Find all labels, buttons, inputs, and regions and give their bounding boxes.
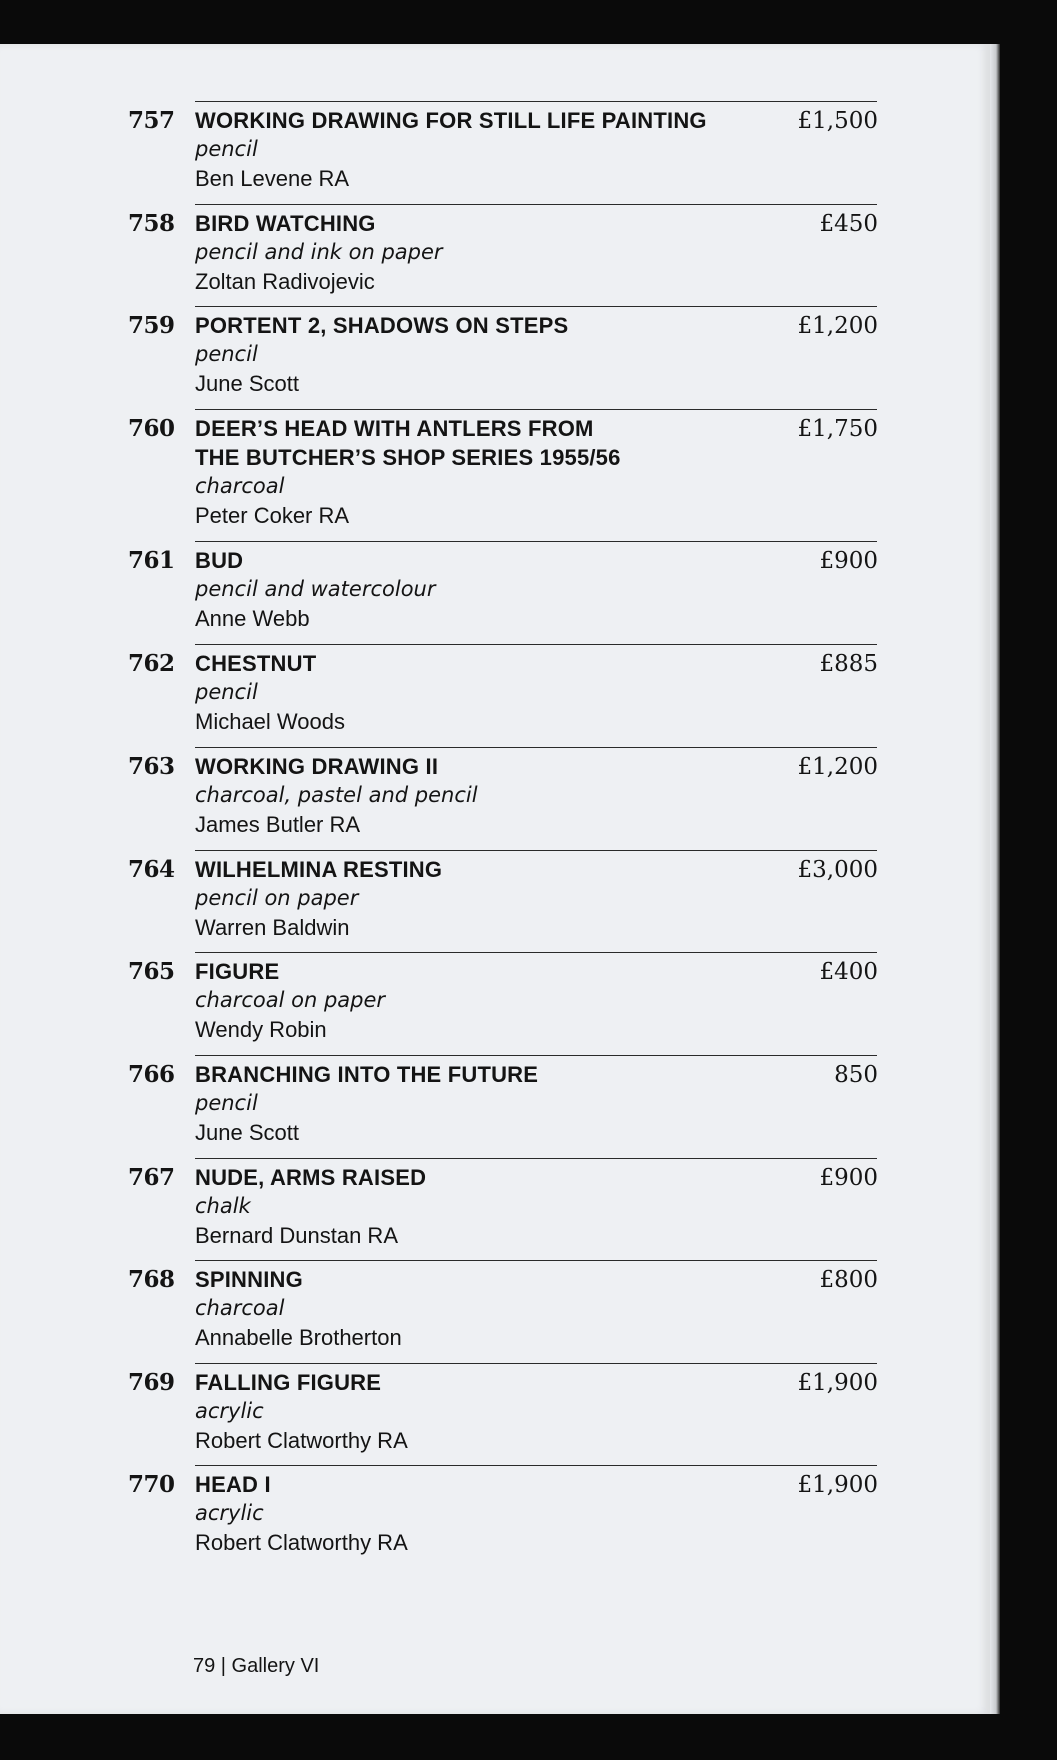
entry-number: 759: [128, 312, 175, 339]
entry-number: 760: [128, 415, 175, 442]
entry-number: 757: [128, 107, 175, 134]
entry-price: £1,200: [797, 754, 878, 780]
entry-medium: charcoal, pastel and pencil: [195, 783, 478, 807]
entry-divider: [195, 204, 877, 205]
entry-divider: [195, 541, 877, 542]
entry-number: 761: [128, 547, 175, 574]
entry-divider: [195, 952, 877, 953]
entry-artist: Anne Webb: [195, 606, 310, 631]
entry-divider: [195, 644, 877, 645]
entry-price: £3,000: [797, 857, 878, 883]
entry-title: WORKING DRAWING II: [195, 754, 439, 779]
entry-number: 769: [128, 1369, 175, 1396]
entry-artist: June Scott: [195, 371, 299, 396]
entry-number: 768: [128, 1266, 175, 1293]
entry-number: 770: [128, 1471, 175, 1498]
entry-price: £885: [819, 651, 878, 677]
entry-divider: [195, 306, 877, 307]
entry-title: BUD: [195, 548, 244, 573]
page-footer: 79 | Gallery VI: [193, 1655, 320, 1677]
entry-title: HEAD I: [195, 1472, 271, 1497]
entry-artist: Wendy Robin: [195, 1017, 327, 1042]
entry-medium: pencil on paper: [195, 886, 359, 910]
page-edge: [990, 44, 1000, 1714]
entry-divider: [195, 1465, 877, 1466]
entry-title: WORKING DRAWING FOR STILL LIFE PAINTING: [195, 108, 707, 133]
entry-divider: [195, 850, 877, 851]
entry-price: £400: [819, 959, 878, 985]
entry-divider: [195, 747, 877, 748]
entry-artist: Annabelle Brotherton: [195, 1325, 402, 1350]
entry-artist: Robert Clatworthy RA: [195, 1428, 408, 1453]
entry-title: DEER’S HEAD WITH ANTLERS FROM THE BUTCHER’S SHOP SERIES 1955/56: [195, 416, 621, 470]
entry-divider: [195, 1158, 877, 1159]
entry-number: 764: [128, 856, 175, 883]
entry-medium: charcoal: [195, 1296, 285, 1320]
entry-title: BIRD WATCHING: [195, 211, 376, 236]
entry-medium: pencil: [195, 1091, 258, 1115]
entry-divider: [195, 101, 877, 102]
entry-number: 763: [128, 753, 175, 780]
entry-price: £1,200: [797, 313, 878, 339]
entry-divider: [195, 1055, 877, 1056]
entry-medium: chalk: [195, 1194, 251, 1218]
entry-medium: acrylic: [195, 1501, 264, 1525]
entry-title: CHESTNUT: [195, 651, 317, 676]
entry-price: £800: [819, 1267, 878, 1293]
entry-medium: charcoal on paper: [195, 988, 386, 1012]
entry-medium: pencil: [195, 137, 258, 161]
entry-number: 765: [128, 958, 175, 985]
entry-title: PORTENT 2, SHADOWS ON STEPS: [195, 313, 569, 338]
entry-number: 758: [128, 210, 175, 237]
entry-price: £1,900: [797, 1472, 878, 1498]
entry-title: FALLING FIGURE: [195, 1370, 382, 1395]
entry-artist: Robert Clatworthy RA: [195, 1530, 408, 1555]
entry-medium: pencil: [195, 342, 258, 366]
entry-divider: [195, 409, 877, 410]
entry-artist: Michael Woods: [195, 709, 345, 734]
entry-price: £1,500: [797, 108, 878, 134]
entry-price: £900: [819, 1165, 878, 1191]
entry-artist: June Scott: [195, 1120, 299, 1145]
entry-title: SPINNING: [195, 1267, 303, 1292]
entry-artist: Ben Levene RA: [195, 166, 350, 191]
entry-title: BRANCHING INTO THE FUTURE: [195, 1062, 539, 1087]
entry-artist: Peter Coker RA: [195, 503, 350, 528]
entry-artist: Warren Baldwin: [195, 915, 350, 940]
entry-divider: [195, 1260, 877, 1261]
entry-medium: charcoal: [195, 474, 285, 498]
entry-price: £1,900: [797, 1370, 878, 1396]
entry-price: 850: [834, 1062, 878, 1088]
entry-medium: pencil and watercolour: [195, 577, 436, 601]
entry-title: NUDE, ARMS RAISED: [195, 1165, 427, 1190]
entry-number: 767: [128, 1164, 175, 1191]
entry-price: £450: [819, 211, 878, 237]
entry-title: FIGURE: [195, 959, 280, 984]
entry-divider: [195, 1363, 877, 1364]
entry-number: 766: [128, 1061, 175, 1088]
entry-artist: Zoltan Radivojevic: [195, 269, 375, 294]
entry-medium: pencil and ink on paper: [195, 240, 443, 264]
entry-artist: James Butler RA: [195, 812, 361, 837]
entry-price: £900: [819, 548, 878, 574]
entry-number: 762: [128, 650, 175, 677]
entry-medium: pencil: [195, 680, 258, 704]
entry-medium: acrylic: [195, 1399, 264, 1423]
entry-price: £1,750: [797, 416, 878, 442]
entry-artist: Bernard Dunstan RA: [195, 1223, 398, 1248]
entry-title: WILHELMINA RESTING: [195, 857, 443, 882]
